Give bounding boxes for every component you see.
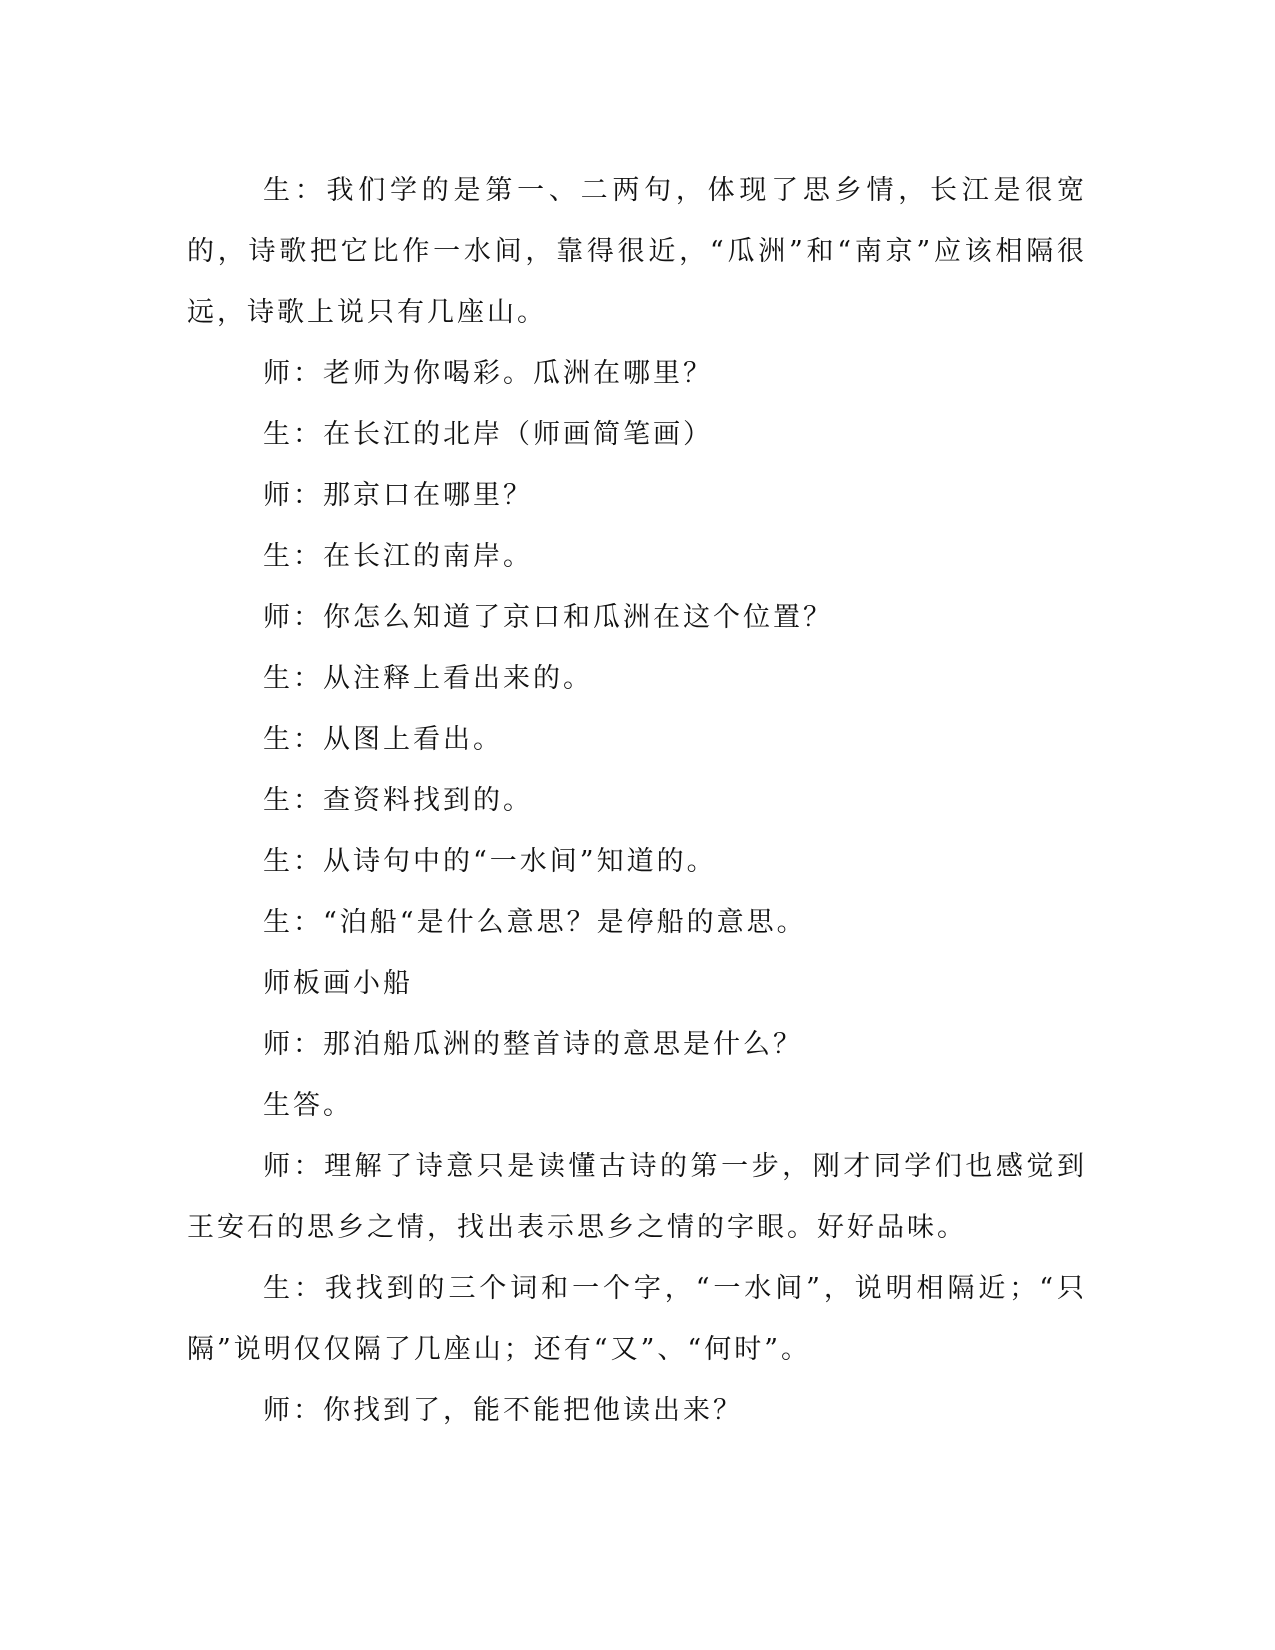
- paragraph: 生：从注释上看出来的。: [263, 663, 593, 694]
- paragraph: 师板画小船: [263, 968, 413, 999]
- paragraph: 生：从诗句中的“一水间”知道的。: [263, 846, 717, 877]
- paragraph: 师：那泊船瓜洲的整首诗的意思是什么？: [263, 1029, 803, 1060]
- document-body: [187, 160, 1087, 1441]
- paragraph: 生：“泊船“是什么意思？是停船的意思。: [263, 907, 807, 938]
- paragraph: 生答。: [263, 1090, 353, 1121]
- paragraph: 师：老师为你喝彩。瓜洲在哪里？: [263, 358, 713, 389]
- paragraph: 生：在长江的北岸（师画简笔画）: [263, 419, 713, 450]
- paragraph: 师：你找到了，能不能把他读出来？: [263, 1395, 743, 1426]
- paragraph: 生：查资料找到的。: [263, 785, 533, 816]
- paragraph: 生：我们学的是第一、二两句，体现了思乡情，长江是很宽的，诗歌把它比作一水间，靠得很近，“瓜洲”和“南京”应该相隔很远，诗歌上说只有几座山。: [187, 175, 1087, 328]
- paragraph: 生：我找到的三个词和一个字，“一水间”，说明相隔近；“只隔”说明仅仅隔了几座山；还有“又”、“何时”。: [187, 1273, 1087, 1365]
- paragraph: 生：从图上看出。: [263, 724, 503, 755]
- paragraph: 师：你怎么知道了京口和瓜洲在这个位置？: [263, 602, 833, 633]
- paragraph: 师：那京口在哪里？: [263, 480, 533, 511]
- paragraph: 师：理解了诗意只是读懂古诗的第一步，刚才同学们也感觉到王安石的思乡之情，找出表示思乡之情的字眼。好好品味。: [187, 1151, 1087, 1243]
- paragraph: 生：在长江的南岸。: [263, 541, 533, 572]
